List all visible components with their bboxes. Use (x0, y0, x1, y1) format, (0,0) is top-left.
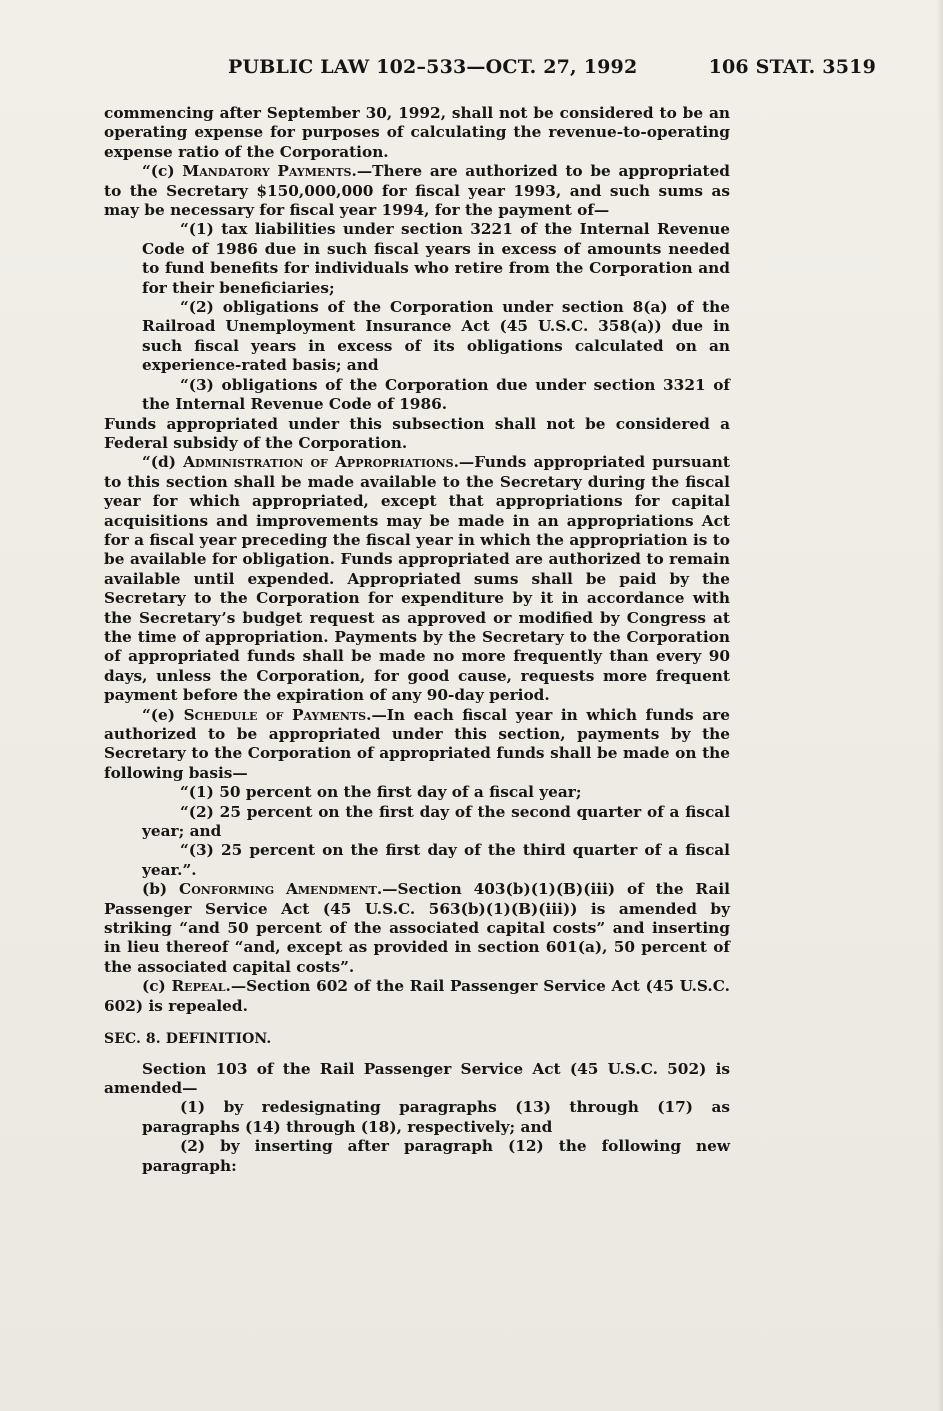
subsection-heading: Conforming Amendment. (179, 880, 383, 899)
law-title: PUBLIC LAW 102–533—OCT. 27, 1992 (228, 56, 638, 78)
section-8-intro: Section 103 of the Rail Passenger Service Act (45 U.S.C. 502) is amended— (104, 1059, 730, 1097)
subsection-d-administration (104, 453, 730, 705)
funds-note: Funds appropriated under this subsection shall not be considered a Federal subsidy of the Corporation. (104, 414, 730, 452)
subsection-heading: Schedule of Payments. (183, 705, 372, 724)
paragraph-text: “(1) tax liabilities under section 3221 of the Internal Revenue Code of 1986 due in such fiscal years in excess of amounts needed to fund benefits for individuals who retire from the Corporation and for their beneficiaries; (142, 220, 730, 297)
section-8-paragraph-2: (2) by inserting after paragraph (12) the following new paragraph: (142, 1137, 730, 1175)
subsection-heading: Administration of Appropriations. (183, 453, 459, 472)
paragraph-c2: “(2) obligations of the Corporation under section 8(a) of the Railroad Unemployment Insurance Act (45 U.S.C. 358(a)) due in such fiscal years in excess of its obligations calculated on an experience-rated basis; and (142, 298, 730, 375)
page-edge-shadow (937, 0, 943, 1411)
subsection-label: (c) (142, 977, 172, 996)
subsection-label: (b) (142, 880, 180, 899)
subsection-c-mandatory-payments (104, 162, 730, 220)
paragraph-e2: “(2) 25 percent on the first day of the second quarter of a fiscal year; and (142, 802, 730, 841)
statute-page-number: 106 STAT. 3519 (708, 56, 876, 78)
subsection-c-repeal (104, 977, 730, 1016)
subsection-b-conforming-amendment (104, 880, 730, 977)
subsection-label: “(e) (142, 705, 184, 724)
subsection-heading: Repeal. (171, 977, 231, 996)
subsection-text: —Funds appropriated pursuant to this section shall be made available to the Secretary during the fiscal year for which appropriated, except that appropriations for capital acquisitions and improvements may be made in an appropriations Act for a fiscal year preceding the fiscal year in which the appropriation is to be available for obligation. Funds appropriated are authorized to remain available until expended. Appropriated sums shall be paid by the Secretary to the Corporation for expenditure by it in accordance with the Secretary’s budget request as approved or modified by Congress at the time of appropriation. Payments by the Secretary to the Corporation of appropriated funds shall be made no more frequently than every 90 days, unless the Corporation, for good cause, requests more frequent payment before the expiration of any 90-day period. (104, 453, 730, 705)
subsection-text: —There are authorized to be appropriated to the Secretary $150,000,000 for fiscal year 1993, and such sums as may be necessary for fiscal year 1994, for the payment of— (104, 162, 730, 220)
paragraph-c1 (104, 220, 730, 298)
paragraph-e3: “(3) 25 percent on the first day of the third quarter of a fiscal year.”. (142, 841, 730, 879)
subsection-e-schedule (104, 706, 730, 784)
paragraph-c3: “(3) obligations of the Corporation due under section 3321 of the Internal Revenue Code of 1986. (142, 375, 730, 414)
section-heading: SEC. 8. DEFINITION. (104, 1031, 272, 1048)
subsection-text: —Section 602 of the Rail Passenger Service Act (45 U.S.C. 602) is repealed. (104, 977, 730, 1015)
paragraph-e1: “(1) 50 percent on the first day of a fiscal year; (180, 783, 582, 802)
subsection-text: —Section 403(b)(1)(B)(iii) of the Rail Passenger Service Act (45 U.S.C. 563(b)(1)(B)(iii)) is amended by striking “and 50 percent of the associated capital costs” and inserting in lieu thereof “and, except as provided in section 601(a), 50 percent of the associated capital costs”. (104, 880, 730, 976)
section-8-paragraph-1: (1) by redesignating paragraphs (13) through (17) as paragraphs (14) through (18), respectively; and (142, 1098, 730, 1136)
subsection-heading: Mandatory Payments. (182, 162, 357, 181)
document-body (104, 104, 730, 1176)
subsection-label: “(d) (142, 453, 184, 472)
subsection-label: “(c) (142, 162, 183, 181)
paragraph-continued: commencing after September 30, 1992, shall not be considered to be an operating expense for purposes of calculating the revenue-to-operating expense ratio of the Corporation. (104, 104, 730, 161)
subsection-text: —In each fiscal year in which funds are authorized to be appropriated under this section, payments by the Secretary to the Corporation of appropriated funds shall be made on the following basis— (104, 705, 730, 782)
